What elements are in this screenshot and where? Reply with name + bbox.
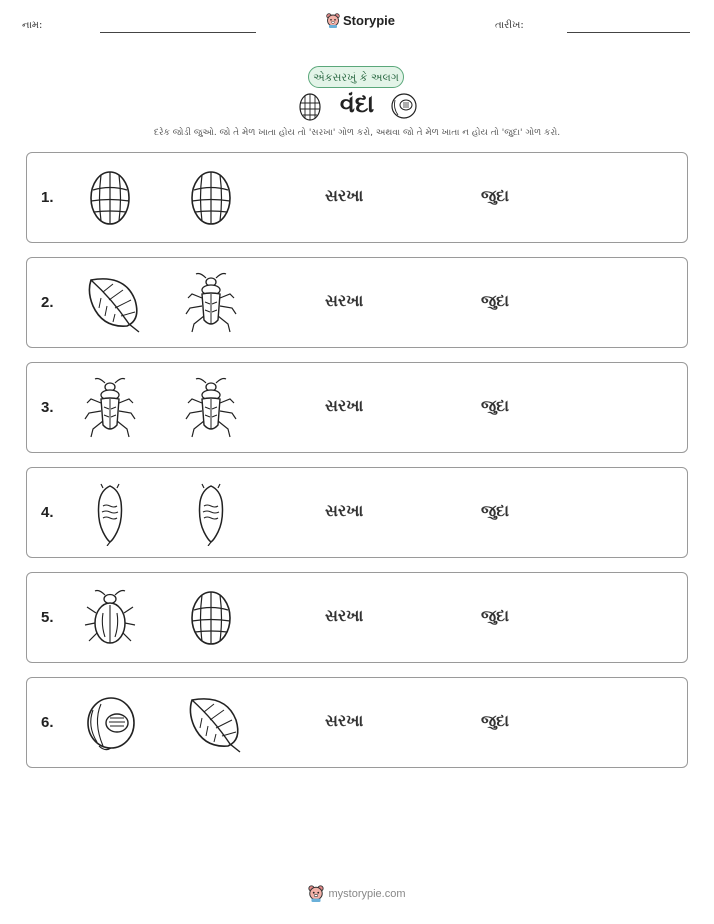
option-same[interactable]: સરખા <box>325 291 364 310</box>
name-label: નામ: <box>22 20 43 31</box>
pair-row-4 <box>26 467 688 558</box>
row-number: 3. <box>41 399 54 416</box>
option-same[interactable]: સરખા <box>325 606 364 625</box>
row-number: 4. <box>41 504 54 521</box>
option-different[interactable]: જુદા <box>481 186 510 205</box>
ootheca-icon <box>178 585 244 651</box>
pair-row-3 <box>26 362 688 453</box>
page-title: વંદા <box>339 90 375 118</box>
date-label: તારીખ: <box>495 20 524 31</box>
leaf-icon <box>83 270 149 336</box>
footer <box>0 885 714 902</box>
option-same[interactable]: સરખા <box>325 396 364 415</box>
option-different[interactable]: જુદા <box>481 501 510 520</box>
ootheca-icon <box>77 165 143 231</box>
ootheca-icon <box>178 165 244 231</box>
row-number: 6. <box>41 714 54 731</box>
row-number: 5. <box>41 609 54 626</box>
option-different[interactable]: જુદા <box>481 396 510 415</box>
option-different[interactable]: જુદા <box>481 291 510 310</box>
pair-row-5 <box>26 572 688 663</box>
option-different[interactable]: જુદા <box>481 606 510 625</box>
pair-row-6 <box>26 677 688 768</box>
instructions: દરેક જોડી જુઓ. જો તે મેળ ખાતા હોય તો 'સરખા' ગોળ કરો, અથવા જો તે મેળ ખાતા ન હોય તો 'જુદા' ગોળ કરો. <box>153 128 561 138</box>
larva-icon <box>77 480 143 546</box>
bear-mascot-icon <box>326 13 340 28</box>
row-number: 1. <box>41 189 54 206</box>
cockroach-icon <box>178 270 244 336</box>
cockroach-icon <box>77 375 143 441</box>
brand-name: Storypie <box>343 13 396 28</box>
row-number: 2. <box>41 294 54 311</box>
option-same[interactable]: સરખા <box>325 186 364 205</box>
bear-mascot-icon <box>308 885 324 902</box>
pair-row-2 <box>26 257 688 348</box>
option-different[interactable]: જુદા <box>481 711 510 730</box>
pair-row-1 <box>26 152 688 243</box>
snail-shell-icon <box>79 690 145 756</box>
date-line[interactable] <box>567 32 690 33</box>
topic-tag: એકસરખું કે અલગ <box>308 66 404 88</box>
leaf-icon <box>184 690 250 756</box>
footer-url[interactable]: mystorypie.com <box>328 887 406 900</box>
name-line[interactable] <box>100 32 256 33</box>
cockroach-icon <box>178 375 244 441</box>
option-same[interactable]: સરખા <box>325 711 364 730</box>
beetle-icon <box>77 585 143 651</box>
larva-icon <box>178 480 244 546</box>
option-same[interactable]: સરખા <box>325 501 364 520</box>
brand-logo <box>326 13 395 28</box>
title-snail-shell-icon <box>390 92 418 124</box>
